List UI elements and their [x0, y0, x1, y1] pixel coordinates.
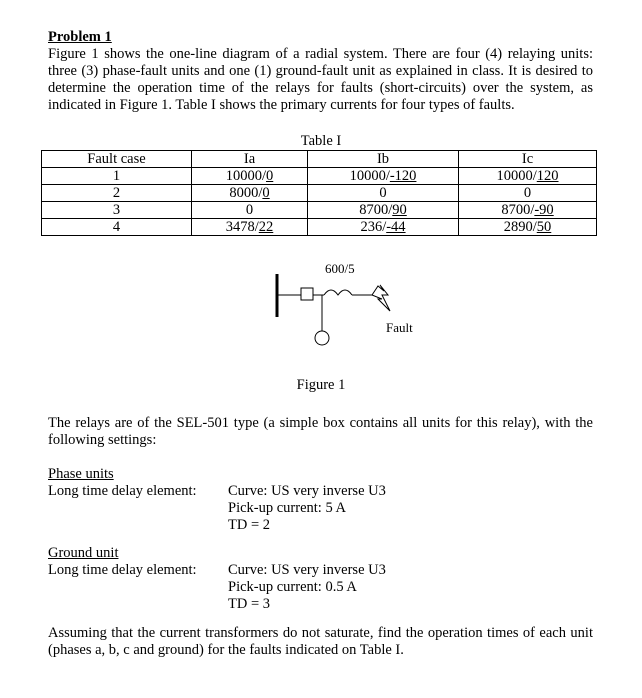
angle: 0 — [266, 168, 274, 184]
final-paragraph: Assuming that the current transformers do not saturate, find the operation times of each unit (phases a, b, c and ground) for the faults indicated on Table I. — [48, 625, 593, 658]
magnitude: 8000/ — [229, 185, 263, 201]
ic-cell — [459, 185, 597, 202]
header-ib: Ib — [308, 151, 459, 168]
phase-heading: Phase units — [48, 466, 114, 482]
ib-cell — [308, 202, 459, 219]
angle: -90 — [534, 202, 554, 218]
ground-td: TD = 3 — [228, 596, 271, 612]
ic-cell — [459, 202, 597, 219]
fault-case-cell: 4 — [42, 219, 192, 236]
angle: 22 — [258, 219, 274, 235]
table-row — [42, 185, 597, 202]
fault-case-cell: 1 — [42, 168, 192, 185]
fault-case-cell: 2 — [42, 185, 192, 202]
phase-curve: Curve: US very inverse U3 — [228, 483, 386, 499]
one-line-diagram — [260, 255, 430, 370]
phase-td: TD = 2 — [228, 517, 271, 533]
ia-cell — [192, 219, 308, 236]
angle: 90 — [392, 202, 407, 218]
magnitude: 10000/ — [349, 168, 390, 184]
table-header-row — [42, 151, 597, 168]
magnitude: 8700/ — [501, 202, 535, 218]
fault-label: Fault — [386, 320, 413, 335]
ground-element: Long time delay element: — [48, 562, 197, 578]
ground-settings — [228, 562, 386, 613]
ic-cell — [459, 219, 597, 236]
problem-title: Problem 1 — [48, 29, 112, 45]
ground-heading: Ground unit — [48, 545, 119, 561]
angle: -44 — [386, 219, 406, 235]
magnitude: 0 — [379, 185, 387, 201]
phase-pickup: Pick-up current: 5 A — [228, 500, 346, 516]
magnitude: 0 — [245, 202, 254, 218]
header-ia: Ia — [192, 151, 308, 168]
table-caption: Table I — [300, 133, 342, 149]
ground-curve: Curve: US very inverse U3 — [228, 562, 386, 578]
ib-cell — [308, 219, 459, 236]
phase-units-label — [48, 466, 197, 500]
fault-currents-table — [41, 150, 597, 236]
phase-element: Long time delay element: — [48, 483, 197, 499]
table-row — [42, 168, 597, 185]
ia-cell — [192, 168, 308, 185]
fault-lightning-icon — [372, 285, 390, 311]
angle: 50 — [536, 219, 552, 235]
magnitude: 0 — [523, 185, 532, 201]
magnitude: 2890/ — [503, 219, 537, 235]
ib-cell — [308, 168, 459, 185]
breaker-icon — [301, 288, 313, 300]
ct-coil-icon — [324, 290, 352, 295]
intro-paragraph: Figure 1 shows the one-line diagram of a radial system. There are four (4) relaying units: three (3) phase-fault units and one (1) ground-fault unit as explained in class. It is desired to determine the operation time of the relays for faults (short-circuits) over the system, as indicated in Figure 1. Table I shows the primary currents for four types of faults. — [48, 46, 593, 113]
header-ic: Ic — [459, 151, 597, 168]
ia-cell — [192, 202, 308, 219]
ct-ratio-label: 600/5 — [325, 261, 355, 276]
ground-pickup: Pick-up current: 0.5 A — [228, 579, 357, 595]
ground-unit-label — [48, 545, 197, 579]
header-fault-case: Fault case — [42, 151, 192, 168]
angle: -120 — [389, 168, 417, 184]
magnitude: 236/ — [360, 219, 387, 235]
magnitude: 10000/ — [225, 168, 267, 184]
ia-cell — [192, 185, 308, 202]
fault-case-cell: 3 — [42, 202, 192, 219]
figure-caption: Figure 1 — [296, 377, 346, 393]
magnitude: 8700/ — [359, 202, 393, 218]
relays-paragraph: The relays are of the SEL-501 type (a simple box contains all units for this relay), with the following settings: — [48, 415, 593, 448]
table-row — [42, 219, 597, 236]
table-row — [42, 202, 597, 219]
angle: 0 — [262, 185, 270, 201]
angle: 120 — [536, 168, 559, 184]
magnitude: 10000/ — [496, 168, 537, 184]
ic-cell — [459, 168, 597, 185]
relay-circle-icon — [315, 331, 329, 345]
ib-cell — [308, 185, 459, 202]
magnitude: 3478/ — [225, 219, 259, 235]
phase-settings — [228, 483, 386, 534]
